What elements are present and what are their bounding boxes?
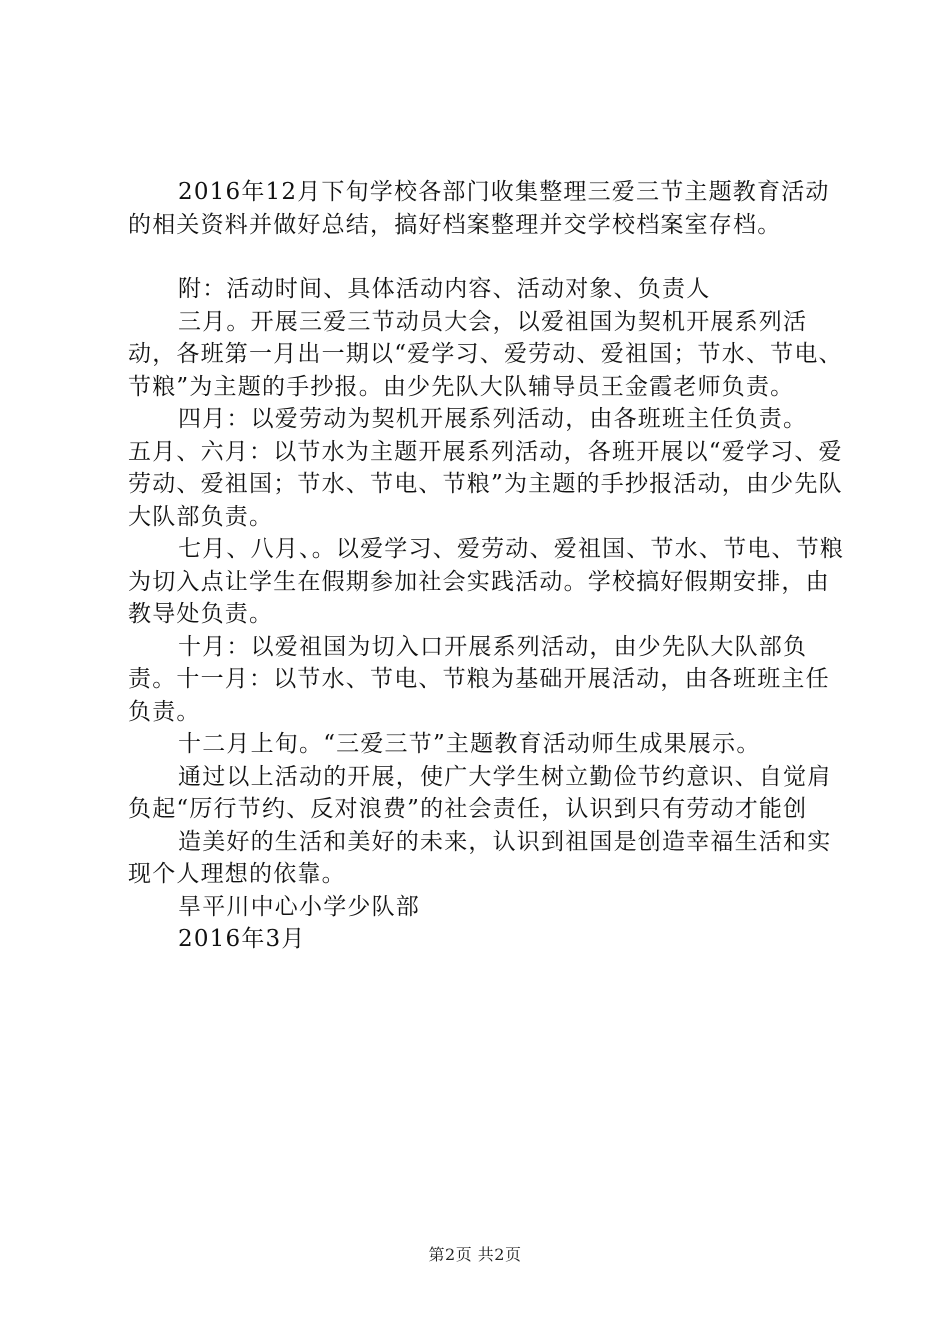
march-paragraph: 三月。开展三爱三节动员大会，以爱祖国为契机开展系列活动，各班第一月出一期以“爱学习、爱劳动、爱祖国；节水、节电、节粮”为主题的手抄报。由少先队大队辅导员王金霞老师负责。 — [128, 308, 843, 400]
conclusion-continued-paragraph: 造美好的生活和美好的未来，认识到祖国是创造幸福生活和实现个人理想的依靠。 — [128, 828, 832, 887]
may-june-paragraph: 五月、六月：以节水为主题开展系列活动，各班开展以“爱学习、爱劳动、爱祖国；节水、节电、节粮”为主题的手抄报活动，由少先队大队部负责。 — [128, 438, 843, 530]
page-footer: 第2页 共2页 — [428, 1245, 522, 1264]
signature-organization: 旱平川中心小学少队部 — [178, 893, 420, 920]
signature-date: 2016年3月 — [178, 926, 306, 952]
conclusion-paragraph: 通过以上活动的开展，使广大学生树立勤俭节约意识、自觉肩负起“厉行节约、反对浪费”的社会责任，认识到只有劳动才能创 — [128, 763, 832, 822]
july-august-paragraph: 七月、八月、。以爱学习、爱劳动、爱祖国、节水、节电、节粮为切入点让学生在假期参加社会实践活动。学校搞好假期安排，由教导处负责。 — [128, 536, 845, 627]
summary-paragraph: 2016年12月下旬学校各部门收集整理三爱三节主题教育活动的相关资料并做好总结，搞好档案整理并交学校档案室存档。 — [128, 179, 830, 238]
april-paragraph: 四月：以爱劳动为契机开展系列活动，由各班班主任负责。 — [178, 406, 808, 432]
october-november-paragraph: 十月：以爱祖国为切入口开展系列活动，由少先队大队部负责。十一月：以节水、节电、节粮为基础开展活动，由各班班主任负责。 — [128, 633, 830, 725]
document-body — [128, 176, 848, 956]
appendix-heading: 附：活动时间、具体活动内容、活动对象、负责人 — [178, 276, 711, 302]
december-paragraph: 十二月上旬。“三爱三节”主题教育活动师生成果展示。 — [178, 731, 761, 757]
